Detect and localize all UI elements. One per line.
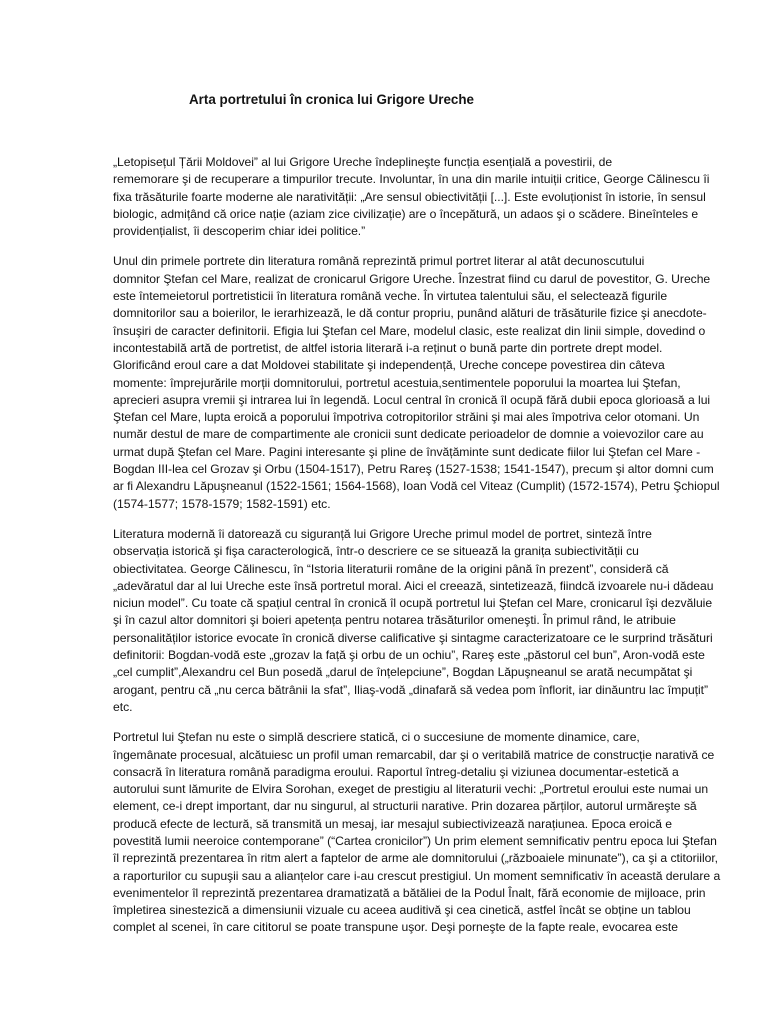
- text-line: personalităților istorice evocate în cronică diverse calificative şi sintagme caracterizatoare ce le surprind trăsături: [113, 630, 713, 645]
- text-line: Unul din primele portrete din literatura română reprezintă primul portret literar al atât decunoscutului: [113, 254, 645, 269]
- text-line: arogant, pentru că „nu cerca bătrânii la sfat”, Iliaş-vodă „dinafară să vedea pom înflorit, iar dinăuntru lac împuțit”: [113, 682, 709, 697]
- text-line: element, ce-i drept important, dar nu singurul, al structurii narative. Prin dozarea părților, autorul urmăreşte să: [113, 799, 697, 814]
- text-line: urmat după Ştefan cel Mare. Pagini interesante şi pline de învățăminte sunt dedicate fiilor lui Ştefan cel Mare -: [113, 444, 701, 459]
- text-line: Bogdan III-lea cel Grozav şi Orbu (1504-1517), Petru Rareş (1527-1538; 1541-1547), precum şi altor domni cum: [113, 462, 714, 477]
- text-line: „adevăratul dar al lui Ureche este însă portretul moral. Aici el creează, sintetizează, fiindcă izvoarele nu-i dădeau: [113, 578, 714, 593]
- document-title: Arta portretului în cronica lui Grigore Ureche: [189, 92, 474, 107]
- text-line: etc.: [113, 699, 133, 714]
- text-line: fixa trăsăturile foarte moderne ale narativității: „Are sensul obiectivității [...]. Este evoluționist în istorie, în sensul: [113, 189, 706, 204]
- paragraph: [67, 526, 714, 716]
- text-line: rememorare şi de recuperare a timpurilor trecute. Involuntar, în una din marile intuiții critice, George Călinescu îi: [113, 172, 710, 187]
- text-line: momente: împrejurările morții domnitorului, portretul acestuia,sentimentele poporului la moartea lui Ştefan,: [113, 375, 681, 390]
- text-line: obiectivitatea. George Călinescu, în “Istoria literaturii române de la origini până în prezent”, consideră că: [113, 561, 669, 576]
- text-line: însuşiri de caracter definitorii. Efigia lui Ştefan cel Mare, modelul clasic, este realizat din linii simple, dovedind o: [113, 323, 706, 338]
- text-line: complet al scenei, în care cititorul se poate transpune uşor. Deşi porneşte de la fapte reale, evocarea este: [113, 920, 678, 935]
- text-line: Glorificând eroul care a dat Moldovei stabilitate şi independență, Ureche concepe povestirea din câteva: [113, 358, 665, 373]
- text-line: (1574-1577; 1578-1579; 1582-1591) etc.: [113, 496, 331, 511]
- text-line: consacră în literatura română paradigma eroului. Raportul întreg-detaliu şi viziunea documentar-estetică a: [113, 764, 679, 779]
- paragraph: [67, 729, 721, 937]
- text-line: providențialist, îi descoperim chiar idei politice.”: [113, 224, 366, 239]
- text-line: observația istorică şi fişa caracterologică, într-o descriere ce se situează la granița subiectivității cu: [113, 544, 639, 559]
- text-line: autorului sunt lămurite de Elvira Sorohan, exeget de prestigiu al literaturii vechi: „Portretul eroului este numai un: [113, 782, 709, 797]
- text-line: „Letopisețul Țării Moldovei” al lui Grigore Ureche îndeplineşte funcția esențială a povestirii, de: [113, 155, 613, 169]
- text-line: a raporturilor cu supuşii sau a alianțelor care i-au crescut prestigiul. Un moment semnificativ în această derulare a: [113, 868, 721, 883]
- text-line: domnitor Ştefan cel Mare, realizat de cronicarul Grigore Ureche. Înzestrat fiind cu darul de povestitor, G. Ureche: [113, 271, 711, 286]
- text-line: povestită lumii neeroice contemporane” (“Cartea cronicilor”) Un prim element semnificativ pentru epoca lui Ştefan: [113, 833, 717, 848]
- text-line: şi în cazul altor domnitori şi boieri apetența pentru notarea trăsăturilor omeneşti. În primul rând, le atribuie: [113, 613, 676, 628]
- text-line: biologic, admițând că orice nație (aziam zice civilizație) are o începătură, un adaos şi o scădere. Bineînteles e: [113, 206, 699, 221]
- text-line: împletirea sinestezică a dimensiunii vizuale cu aceea auditivă şi cea cinetică, astfel încât se obține un tablou: [113, 903, 691, 918]
- text-line: definitorii: Bogdan-vodă este „grozav la față şi orbu de un ochiu”, Rareş este „păstorul cel bun”, Aron-vodă este: [113, 648, 705, 663]
- text-line: număr destul de mare de compartimente ale cronicii sunt dedicate perioadelor de domnie a voievozilor care au: [113, 427, 704, 442]
- paragraph: [67, 154, 710, 240]
- text-line: îngemânate procesual, alcătuiesc un profil uman remarcabil, dar şi o veritabilă matrice de construcție narativă ce: [113, 747, 715, 762]
- text-line: incontestabilă artă de portretist, de altfel istoria literară i-a reținut o bună parte din portrete drept model.: [113, 340, 663, 355]
- text-line: ar fi Alexandru Lăpuşneanul (1522-1561; 1564-1568), Ioan Vodă cel Viteaz (Cumplit) (1572-1574), Petru Şchiopul: [113, 479, 720, 494]
- text-line: niciun model”. Cu toate că spațiul central în cronică îl ocupă portretul lui Ştefan cel Mare, cronicarul îşi dezvăluie: [113, 596, 713, 611]
- document-body: [67, 154, 721, 950]
- text-line: evenimentelor îl reprezintă prezentarea dramatizată a bătăliei de la Podul Înalt, fără economie de mijloace, prin: [113, 885, 706, 900]
- text-line: este întemeietorul portretisticii în literatura română veche. În virtutea talentului său, el selectează figurile: [113, 289, 668, 304]
- text-line: Portretul lui Ştefan nu este o simplă descriere statică, ci o succesiune de momente dinamice, care,: [113, 730, 640, 745]
- text-line: domnitorilor sau a boierilor, le ierarhizează, le dă contur propriu, punând alături de trăsăturile fizice şi anecdote-: [113, 306, 707, 321]
- paragraph: [67, 253, 720, 512]
- text-line: aprecieri asupra vremii şi intrarea lui în legendă. Locul central în cronică îl ocupă fără dubii epoca glorioasă a lui: [113, 392, 711, 407]
- text-line: îl reprezintă prezentarea în ritm alert a faptelor de arme ale domnitorului („războaiele minunate”), ca şi a ctitoriilor,: [113, 851, 719, 866]
- text-line: Literatura modernă îi datorează cu siguranță lui Grigore Ureche primul model de portret, sinteză între: [113, 526, 652, 541]
- text-line: „cel cumplit”,Alexandru cel Bun posedă „darul de înțelepciune”, Bogdan Lăpuşneanul se arată necumpătat şi: [113, 665, 693, 680]
- text-line: producă efecte de lectură, să transmită un mesaj, iar mesajul subiectivizează narațiunea. Epoca eroică e: [113, 816, 673, 831]
- text-line: Ştefan cel Mare, lupta eroică a poporului împotriva cotropitorilor străini şi mai ales împotriva celor otomani. Un: [113, 410, 700, 425]
